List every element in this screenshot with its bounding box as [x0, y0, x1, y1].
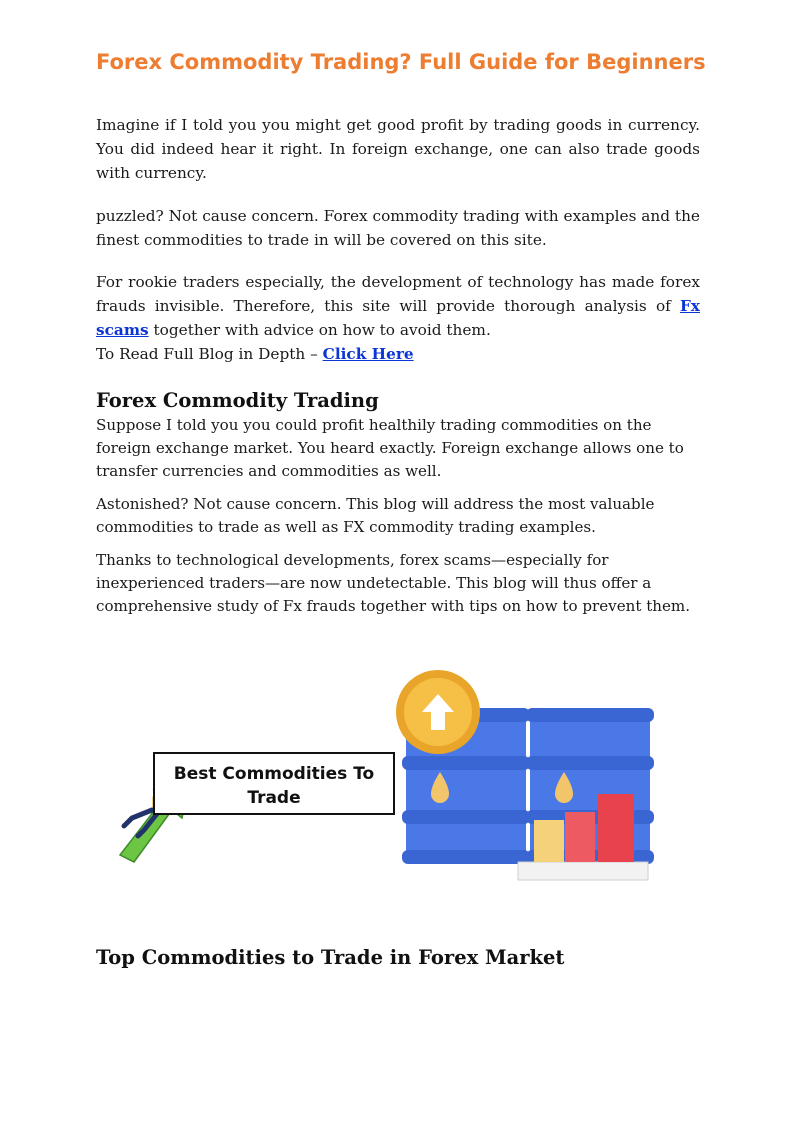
- read-full-blog-line: [96, 342, 700, 366]
- section1-paragraph-3: Thanks to technological developments, forex scams—especially for inexperienced traders—are now undetectable. This blog will thus offer a comprehensive study of Fx frauds together with tips on how to prevent them.: [96, 551, 691, 615]
- up-arrow-coin-icon: [396, 670, 480, 754]
- intro-paragraph-2: puzzled? Not cause concern. Forex commodity trading with examples and the finest commodities to trade in will be covered on this site.: [96, 207, 700, 249]
- page-title: Forex Commodity Trading? Full Guide for Beginners: [96, 50, 706, 74]
- click-here-link[interactable]: Click Here: [322, 345, 414, 363]
- intro-p3-text-start: For rookie traders especially, the development of technology has made forex frauds invisible. Therefore, this site will provide thorough analysis of: [96, 273, 700, 315]
- best-commodities-badge: [154, 753, 394, 814]
- intro-paragraph-3: [96, 270, 700, 342]
- commodities-illustration: [110, 660, 670, 900]
- fx-scams-link[interactable]: Fx scams: [96, 297, 700, 339]
- section-heading-forex-commodity-trading: Forex Commodity Trading: [96, 389, 379, 412]
- badge-line-2: Trade: [247, 788, 301, 808]
- section1-paragraph-1: Suppose I told you you could profit healthily trading commodities on the foreign exchange market. You heard exactly. Foreign exchange allows one to transfer currencies and commodities as well.: [96, 416, 684, 480]
- read-full-blog-text: To Read Full Blog in Depth –: [96, 345, 323, 363]
- intro-paragraph-1: Imagine if I told you you might get good profit by trading goods in currency. You did indeed hear it right. In foreign exchange, one can also trade goods with currency.: [96, 116, 700, 182]
- section-heading-top-commodities: Top Commodities to Trade in Forex Market: [96, 946, 565, 969]
- section1-paragraph-2: Astonished? Not cause concern. This blog will address the most valuable commodities to trade as well as FX commodity trading examples.: [96, 495, 655, 536]
- intro-p3-text-end: together with advice on how to avoid them.: [148, 321, 491, 339]
- badge-line-1: Best Commodities To: [173, 764, 375, 784]
